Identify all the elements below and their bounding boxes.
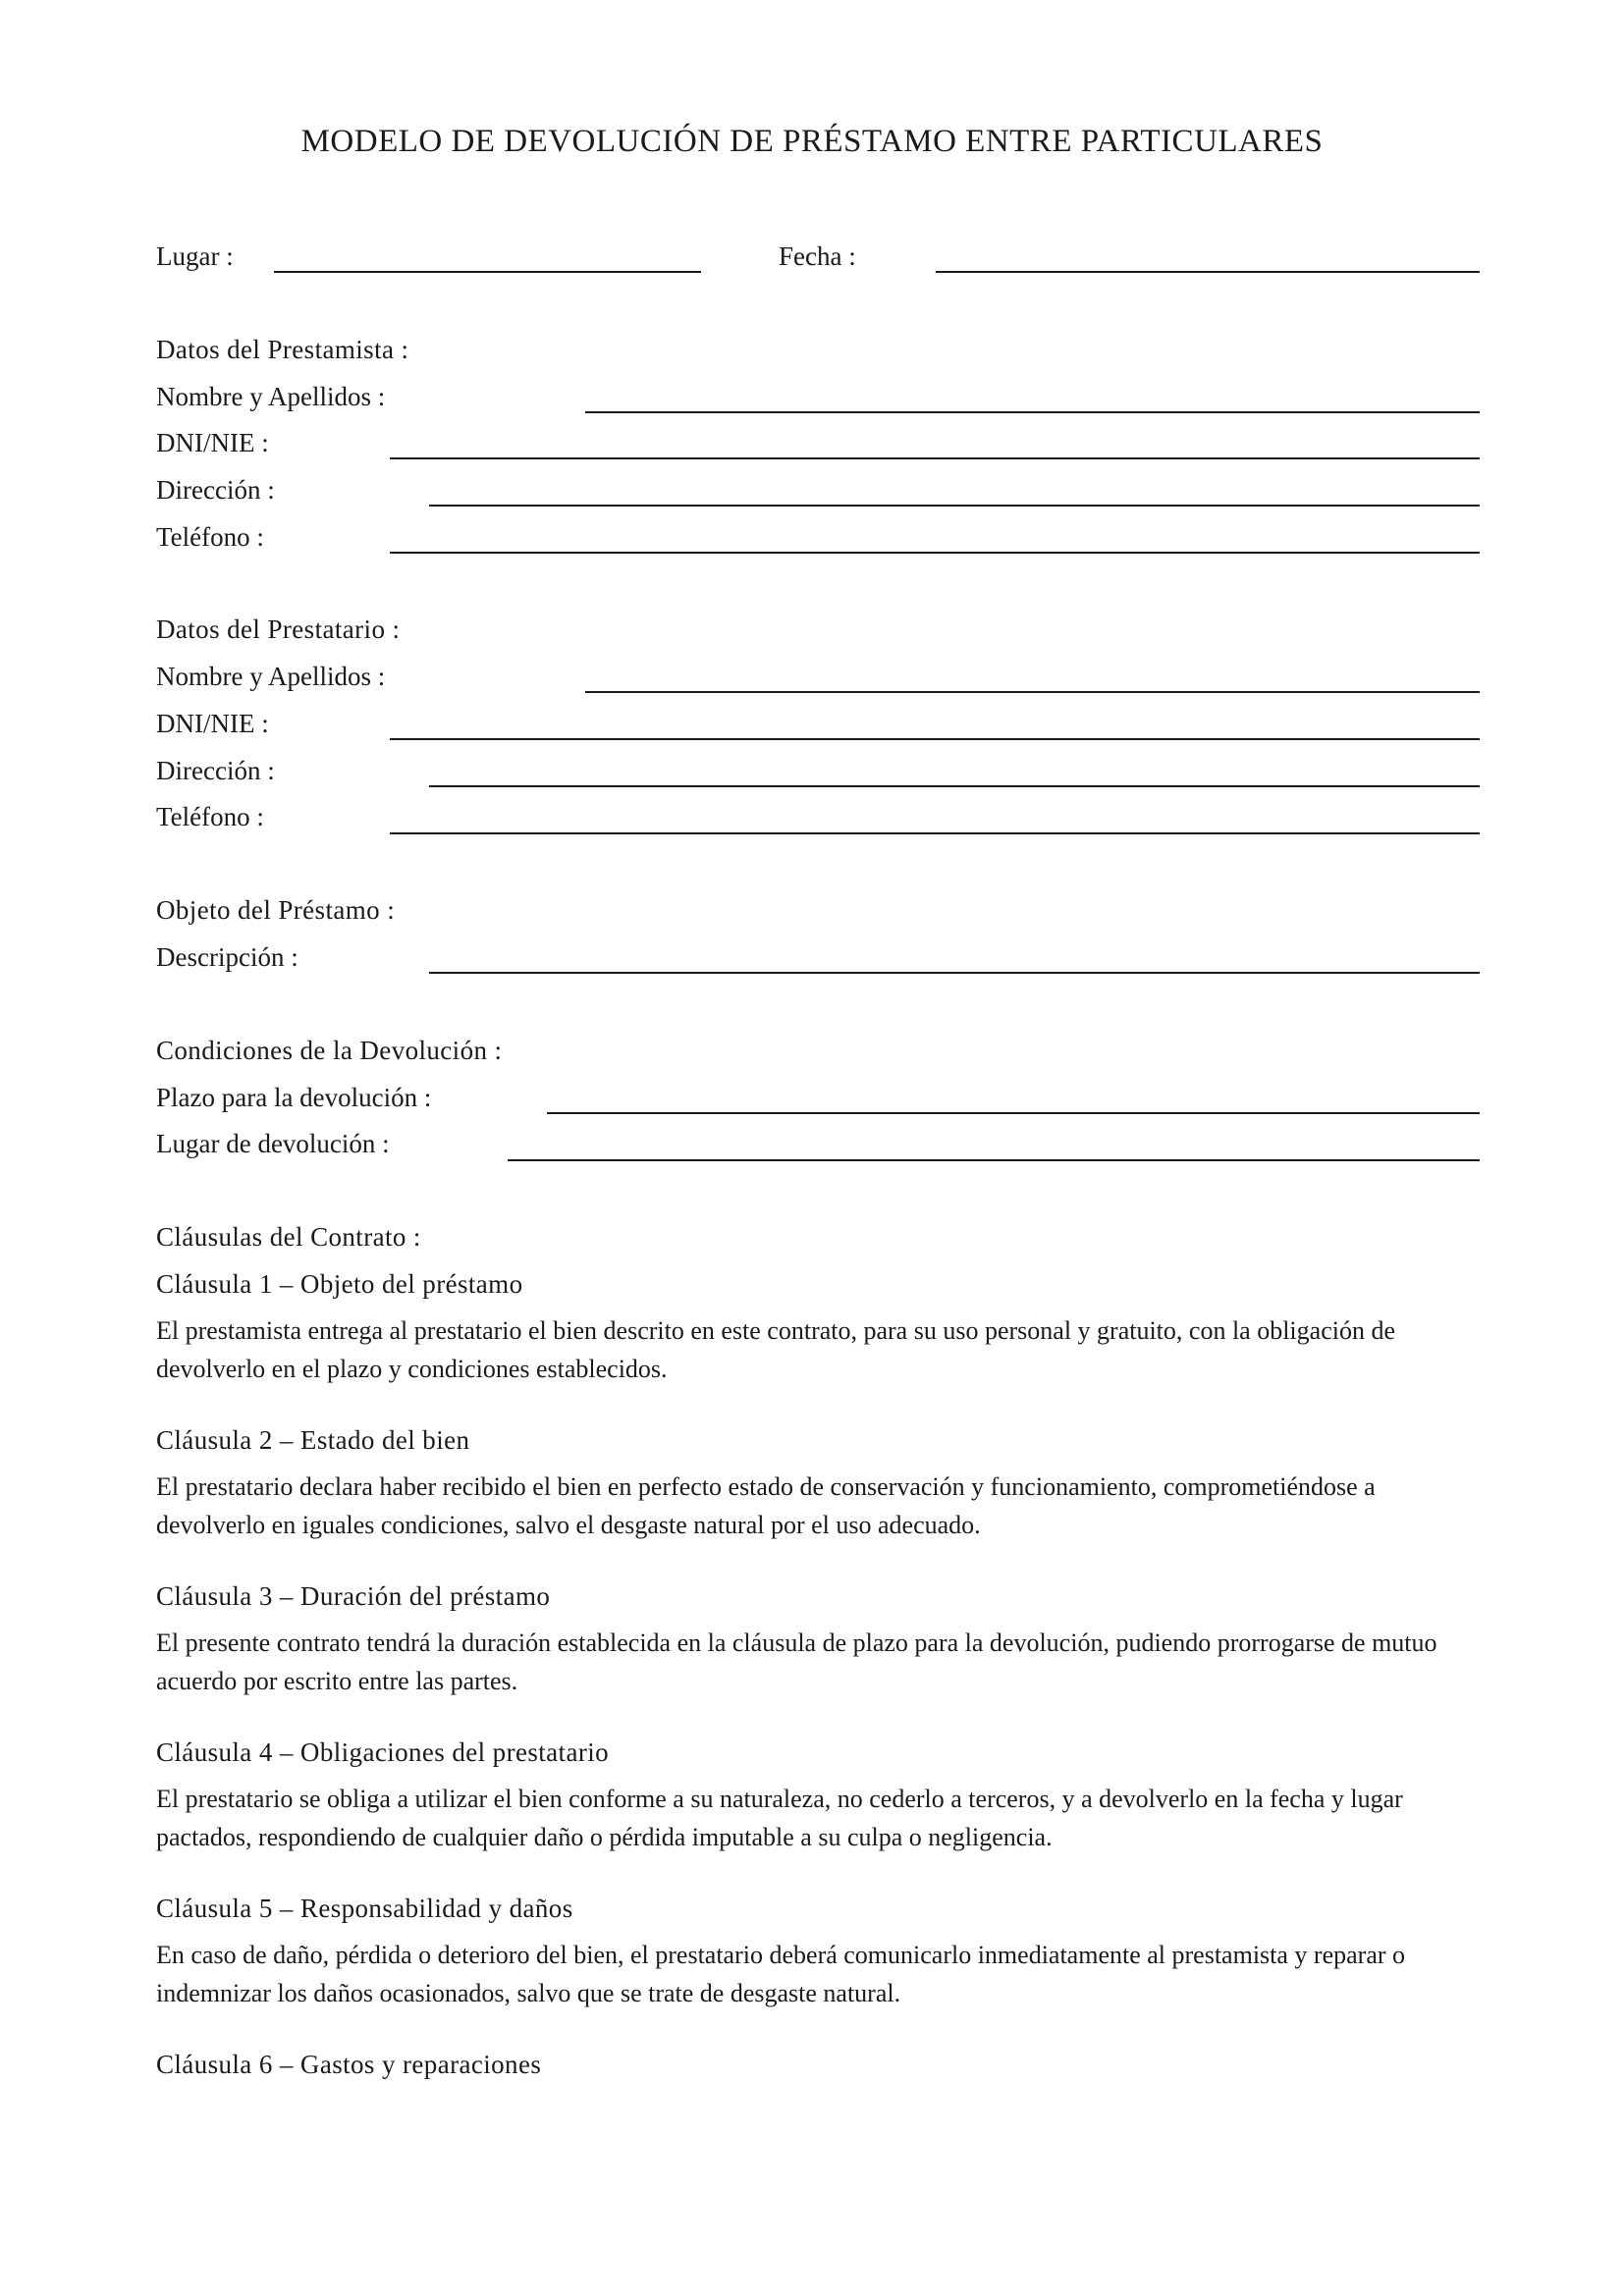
- prestamista-direccion-field[interactable]: [429, 505, 1480, 507]
- prestamista-dni-field[interactable]: [390, 457, 1480, 459]
- clausula-1-text: El prestamista entrega al prestatario el bien descrito en este contrato, para su uso personal y gratuito, con la obligación de devolverlo en el plazo y condiciones establecidos.: [156, 1316, 1396, 1383]
- plazo-field[interactable]: [547, 1112, 1480, 1114]
- clausula-5-text: En caso de daño, pérdida o deterioro del bien, el prestatario deberá comunicarlo inmediatamente al prestamista y reparar o indemnizar los daños ocasionados, salvo que se trate de desgaste natural.: [156, 1941, 1406, 2007]
- prestamista-direccion-label: Dirección :: [156, 475, 275, 505]
- clausulas-heading: Cláusulas del Contrato :: [156, 1222, 421, 1252]
- plazo-label: Plazo para la devolución :: [156, 1083, 432, 1112]
- clausula-6-title: Cláusula 6 – Gastos y reparaciones: [156, 2050, 542, 2079]
- prestamista-heading: Datos del Prestamista :: [156, 335, 409, 364]
- condiciones-heading: Condiciones de la Devolución :: [156, 1036, 503, 1065]
- clausula-3-title: Cláusula 3 – Duración del préstamo: [156, 1581, 551, 1611]
- clausula-5-title: Cláusula 5 – Responsabilidad y daños: [156, 1894, 573, 1923]
- objeto-heading: Objeto del Préstamo :: [156, 895, 396, 925]
- clausula-1-title: Cláusula 1 – Objeto del préstamo: [156, 1269, 523, 1299]
- prestamista-nombre-field[interactable]: [585, 411, 1480, 413]
- prestatario-telefono-field[interactable]: [390, 832, 1480, 834]
- objeto-descripcion-label: Descripción :: [156, 942, 298, 972]
- clausula-2-title: Cláusula 2 – Estado del bien: [156, 1425, 470, 1455]
- prestamista-dni-label: DNI/NIE :: [156, 428, 269, 457]
- lugar-field[interactable]: [274, 271, 701, 273]
- prestatario-telefono-label: Teléfono :: [156, 802, 264, 831]
- lugar-label: Lugar :: [156, 241, 234, 271]
- clausula-2-text: El prestatario declara haber recibido el bien en perfecto estado de conservación y funcionamiento, comprometiéndose a devolverlo en iguales condiciones, salvo el desgaste natural por el uso adecuado.: [156, 1472, 1376, 1539]
- prestatario-dni-field[interactable]: [390, 738, 1480, 740]
- fecha-field[interactable]: [936, 271, 1480, 273]
- clausula-4-text: El prestatario se obliga a utilizar el bien conforme a su naturaleza, no cederlo a terceros, y a devolverlo en la fecha y lugar pactados, respondiendo de cualquier daño o pérdida imputable a su culpa o negligencia.: [156, 1785, 1403, 1851]
- prestamista-telefono-field[interactable]: [390, 552, 1480, 554]
- clausula-4-title: Cláusula 4 – Obligaciones del prestatario: [156, 1737, 610, 1767]
- lugar-devolucion-field[interactable]: [508, 1159, 1480, 1161]
- lugar-devolucion-label: Lugar de devolución :: [156, 1129, 390, 1158]
- fecha-label: Fecha :: [779, 241, 856, 271]
- prestatario-direccion-label: Dirección :: [156, 756, 275, 785]
- prestatario-heading: Datos del Prestatario :: [156, 614, 401, 644]
- document-title: MODELO DE DEVOLUCIÓN DE PRÉSTAMO ENTRE PARTICULARES: [300, 124, 1324, 159]
- objeto-descripcion-field[interactable]: [429, 972, 1480, 974]
- prestamista-telefono-label: Teléfono :: [156, 522, 264, 552]
- prestatario-direccion-field[interactable]: [429, 785, 1480, 787]
- prestatario-nombre-field[interactable]: [585, 691, 1480, 693]
- prestatario-dni-label: DNI/NIE :: [156, 709, 269, 738]
- prestamista-nombre-label: Nombre y Apellidos :: [156, 382, 386, 411]
- clausula-3-text: El presente contrato tendrá la duración establecida en la cláusula de plazo para la devolución, pudiendo prorrogarse de mutuo acuerdo por escrito entre las partes.: [156, 1629, 1437, 1695]
- prestatario-nombre-label: Nombre y Apellidos :: [156, 662, 386, 691]
